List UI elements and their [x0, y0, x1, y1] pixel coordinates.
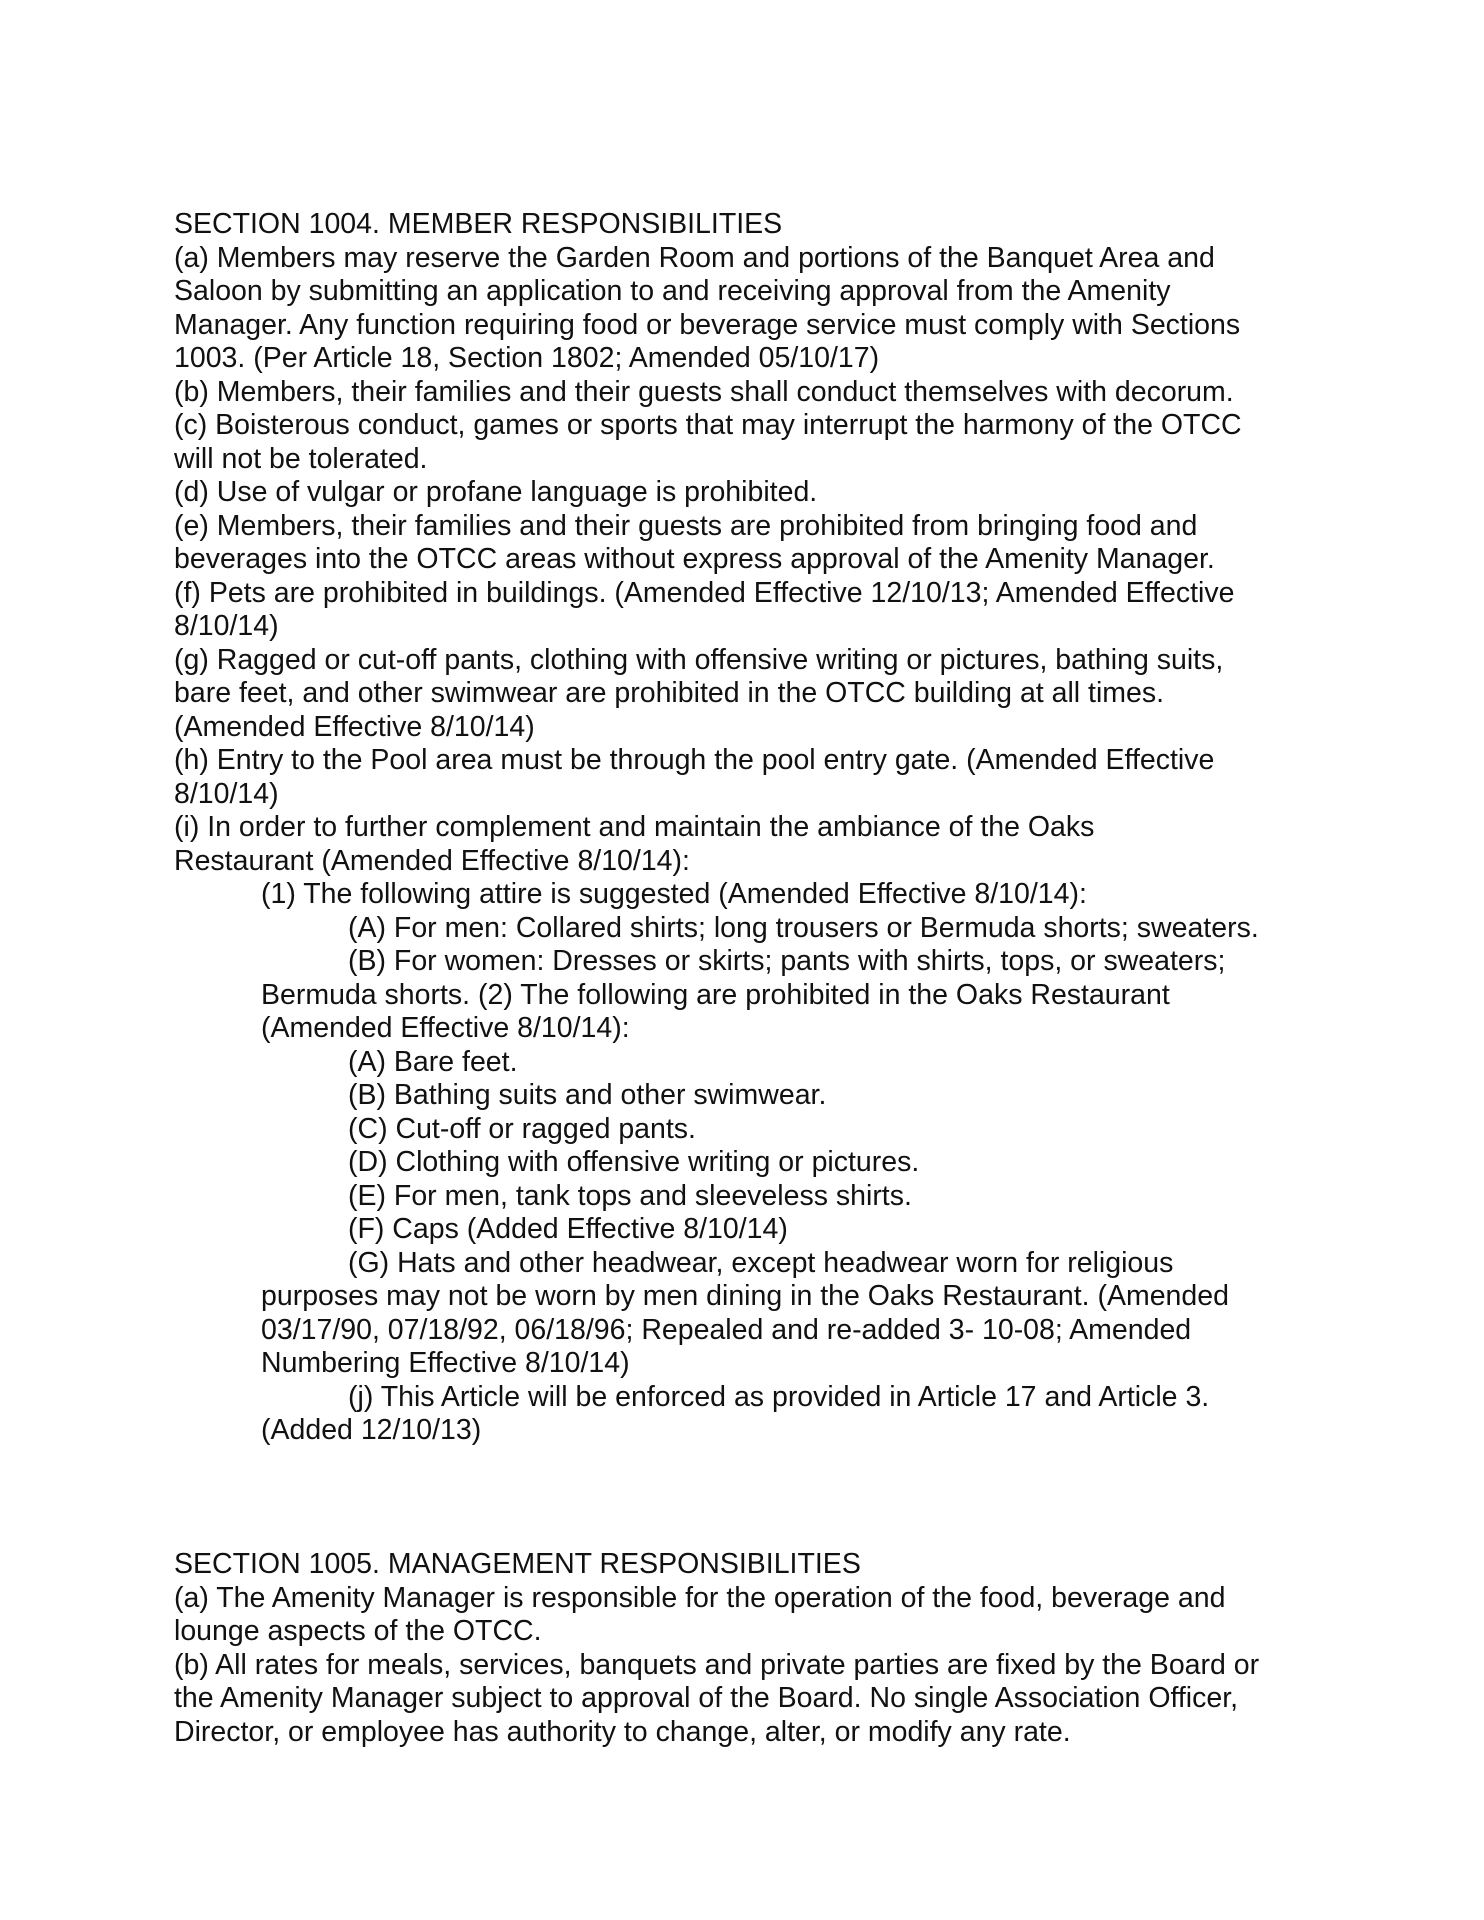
section-1004-line: Saloon by submitting an application to and receiving approval from the Amenity [174, 275, 1171, 307]
section-1004-line: (A) For men: Collared shirts; long trousers or Bermuda shorts; sweaters. [348, 912, 1259, 944]
section-1004-line: (A) Bare feet. [348, 1046, 518, 1078]
section-1004-line: (Amended Effective 8/10/14): [261, 1012, 630, 1044]
section-1004-line: (f) Pets are prohibited in buildings. (Amended Effective 12/10/13; Amended Effective [174, 577, 1235, 609]
section-1004-line: Restaurant (Amended Effective 8/10/14): [174, 845, 690, 877]
section-1004-line: 8/10/14) [174, 778, 279, 810]
section-1004-line: (Amended Effective 8/10/14) [174, 711, 535, 743]
section-1004-line: (b) Members, their families and their guests shall conduct themselves with decorum. [174, 376, 1234, 408]
section-1004-line: (d) Use of vulgar or profane language is prohibited. [174, 476, 818, 508]
section-1004-line: (B) Bathing suits and other swimwear. [348, 1079, 827, 1111]
section-1004-line: beverages into the OTCC areas without express approval of the Amenity Manager. [174, 543, 1215, 575]
section-1004-line: Manager. Any function requiring food or beverage service must comply with Sections [174, 309, 1241, 341]
section-1005-title: SECTION 1005. MANAGEMENT RESPONSIBILITIES [174, 1548, 861, 1580]
section-1005-line: (a) The Amenity Manager is responsible for the operation of the food, beverage and [174, 1582, 1226, 1614]
section-1004-title: SECTION 1004. MEMBER RESPONSIBILITIES [174, 208, 783, 240]
section-1004-line: (c) Boisterous conduct, games or sports that may interrupt the harmony of the OTCC [174, 409, 1242, 441]
section-1004-line: Bermuda shorts. (2) The following are prohibited in the Oaks Restaurant [261, 979, 1170, 1011]
section-1004-line: (F) Caps (Added Effective 8/10/14) [348, 1213, 788, 1245]
section-1004-line: (j) This Article will be enforced as provided in Article 17 and Article 3. [348, 1381, 1210, 1413]
section-1004-line: (D) Clothing with offensive writing or pictures. [348, 1146, 920, 1178]
section-1004-line: Numbering Effective 8/10/14) [261, 1347, 630, 1379]
section-1005-line: (b) All rates for meals, services, banquets and private parties are fixed by the Board or [174, 1649, 1260, 1681]
section-1004-line: (C) Cut-off or ragged pants. [348, 1113, 696, 1145]
section-1004-line: (i) In order to further complement and maintain the ambiance of the Oaks [174, 811, 1095, 843]
section-1005-line: lounge aspects of the OTCC. [174, 1615, 542, 1647]
section-1004-line: (g) Ragged or cut-off pants, clothing with offensive writing or pictures, bathing suits, [174, 644, 1224, 676]
section-1004-line: 8/10/14) [174, 610, 279, 642]
section-1004-line: (a) Members may reserve the Garden Room and portions of the Banquet Area and [174, 242, 1215, 274]
section-1004-line: (E) For men, tank tops and sleeveless shirts. [348, 1180, 912, 1212]
section-1005-line: Director, or employee has authority to change, alter, or modify any rate. [174, 1716, 1071, 1748]
section-1004-line: bare feet, and other swimwear are prohibited in the OTCC building at all times. [174, 677, 1165, 709]
section-1004-line: (e) Members, their families and their guests are prohibited from bringing food and [174, 510, 1198, 542]
section-1004-line: (G) Hats and other headwear, except headwear worn for religious [348, 1247, 1174, 1279]
section-1004-line: will not be tolerated. [174, 443, 428, 475]
section-1004-line: 1003. (Per Article 18, Section 1802; Amended 05/10/17) [174, 342, 880, 374]
section-1004-line: (B) For women: Dresses or skirts; pants with shirts, tops, or sweaters; [348, 945, 1226, 977]
section-1004-line: (h) Entry to the Pool area must be through the pool entry gate. (Amended Effective [174, 744, 1215, 776]
section-1004-line: (1) The following attire is suggested (Amended Effective 8/10/14): [261, 878, 1087, 910]
section-1004-line: purposes may not be worn by men dining in the Oaks Restaurant. (Amended [261, 1280, 1229, 1312]
section-1004-line: 03/17/90, 07/18/92, 06/18/96; Repealed and re-added 3- 10-08; Amended [261, 1314, 1192, 1346]
section-1005-line: the Amenity Manager subject to approval of the Board. No single Association Officer, [174, 1682, 1239, 1714]
section-1004-line: (Added 12/10/13) [261, 1414, 482, 1446]
